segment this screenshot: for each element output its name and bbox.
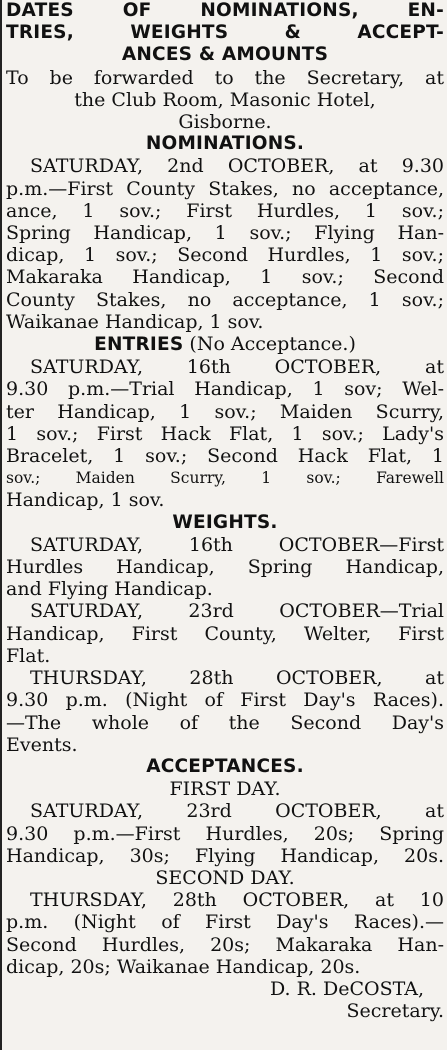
weights-line: Handicap, First County, Welter, First: [6, 622, 444, 645]
weights-line: THURSDAY, 28th OCTOBER, at: [30, 667, 444, 690]
intro-line-1: To be forwarded to the Secretary, at: [6, 66, 444, 89]
signature-name: D. R. DeCOSTA,: [269, 977, 424, 1000]
weights-line: 9.30 p.m. (Night of First Day's Races).: [6, 689, 444, 712]
signature-title: Secretary.: [346, 1000, 444, 1023]
first-day-heading: FIRST DAY.: [169, 778, 281, 801]
second-day-line: dicap, 20s; Waikanae Handicap, 20s.: [6, 955, 361, 978]
entries-line: ter Handicap, 1 sov.; Maiden Scurry,: [6, 400, 444, 423]
nominations-line: Makaraka Handicap, 1 sov.; Second: [6, 266, 444, 289]
nominations-line: ance, 1 sov.; First Hurdles, 1 sov.;: [6, 199, 444, 222]
entries-line: SATURDAY, 16th OCTOBER, at: [30, 356, 444, 379]
entries-heading: ENTRIES: [94, 334, 184, 356]
weights-line: —The whole of the Second Day's: [6, 711, 444, 734]
entries-line: Bracelet, 1 sov.; Second Hack Flat, 1: [6, 445, 444, 468]
entries-line: 9.30 p.m.—Trial Handicap, 1 sov; Wel-: [6, 378, 444, 401]
weights-line: SATURDAY, 16th OCTOBER—First: [30, 533, 444, 556]
intro-line-2: the Club Room, Masonic Hotel,: [74, 88, 376, 111]
advertisement-column: [6, 0, 444, 1022]
nominations-line: Spring Handicap, 1 sov.; Flying Han-: [6, 222, 444, 245]
second-day-heading: SECOND DAY.: [155, 866, 295, 889]
nominations-line: Waikanae Handicap, 1 sov.: [6, 310, 264, 333]
weights-line: SATURDAY, 23rd OCTOBER—Trial: [30, 600, 444, 623]
title-line-1: DATES OF NOMINATIONS, EN-: [6, 0, 444, 21]
intro-line-3: Gisborne.: [178, 111, 272, 134]
entries-line: Handicap, 1 sov.: [6, 489, 165, 512]
nominations-line: County Stakes, no acceptance, 1 sov.;: [6, 288, 444, 311]
weights-line: Flat.: [6, 644, 51, 667]
weights-line: and Flying Handicap.: [6, 578, 213, 601]
title-line-2: TRIES, WEIGHTS & ACCEPT-: [6, 22, 444, 44]
weights-heading: WEIGHTS.: [172, 511, 278, 533]
second-day-line: Second Hurdles, 20s; Makaraka Han-: [6, 933, 444, 956]
nominations-heading: NOMINATIONS.: [145, 133, 305, 155]
nominations-line: dicap, 1 sov.; Second Hurdles, 1 sov.;: [6, 244, 444, 267]
first-day-line: Handicap, 30s; Flying Handicap, 20s.: [6, 844, 444, 867]
entries-heading-note: (No Acceptance.): [189, 333, 356, 356]
column-rule: [0, 0, 2, 1050]
first-day-line: 9.30 p.m.—First Hurdles, 20s; Spring: [6, 822, 444, 845]
entries-line: 1 sov.; First Hack Flat, 1 sov.; Lady's: [6, 422, 444, 445]
first-day-line: SATURDAY, 23rd OCTOBER, at: [30, 800, 444, 823]
weights-line: Events.: [6, 733, 78, 756]
second-day-line: p.m. (Night of First Day's Races).—: [6, 911, 444, 934]
title-line-3: ANCES & AMOUNTS: [121, 44, 329, 66]
entries-heading-row: [6, 333, 444, 356]
second-day-line: THURSDAY, 28th OCTOBER, at 10: [30, 889, 444, 912]
acceptances-heading: ACCEPTANCES.: [146, 755, 304, 777]
nominations-line: SATURDAY, 2nd OCTOBER, at 9.30: [30, 155, 444, 178]
nominations-line: p.m.—First County Stakes, no acceptance,: [6, 177, 444, 200]
entries-line: sov.; Maiden Scurry, 1 sov.; Farewell: [6, 469, 444, 488]
weights-line: Hurdles Handicap, Spring Handicap,: [6, 556, 444, 579]
